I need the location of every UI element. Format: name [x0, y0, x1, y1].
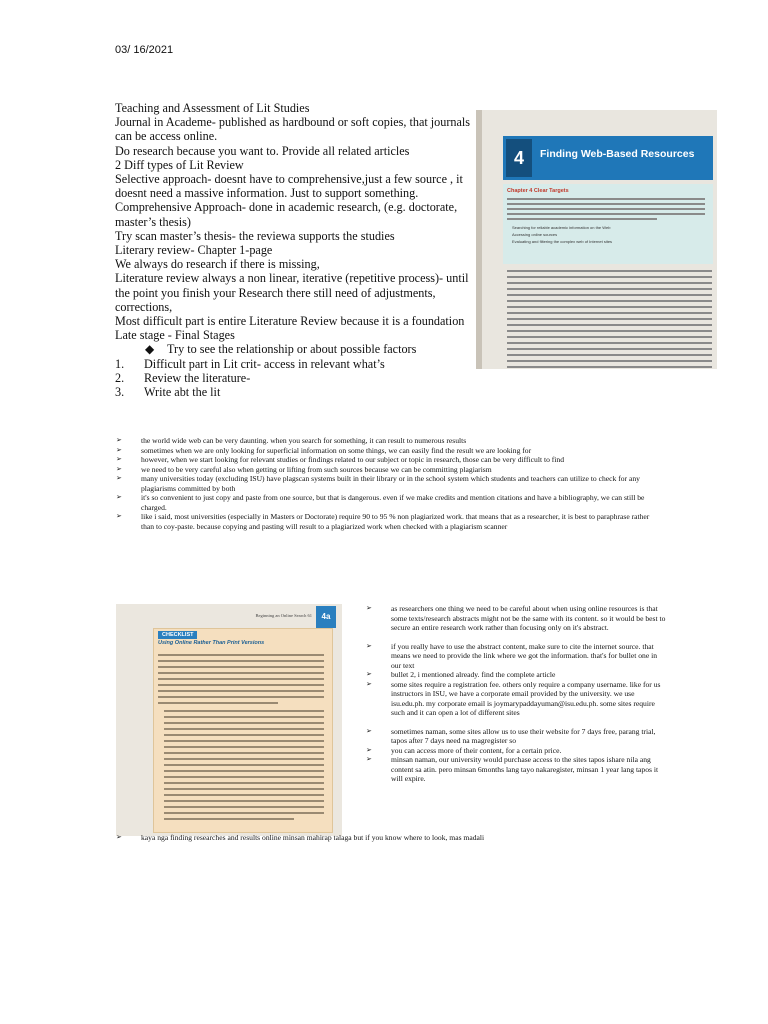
notes-line: Comprehensive Approach- done in academic research, (e.g. doctorate, master’s thesis): [115, 200, 458, 229]
list-item: ➢ minsan naman, our university would purchase access to the sites tapos ishare nila ang content sa atin. pero minsan 6months lang tayo nakaregister, minsan 1 year lang tapos it will expire.: [366, 755, 659, 783]
chapter-number: 4: [506, 139, 532, 177]
arrow-bullet-icon: ➢: [116, 436, 122, 444]
targets-box: [503, 184, 713, 264]
list-item: ➢ some sites require a registration fee. others only require a company username. like for us instructors in ISU, we have a corporate email provided by the university. we use isu.edu.ph. my corporate email is joymarypaddayuman@isu.edu.ph. some sites require such and it can open a lot of different sites: [366, 679, 661, 717]
arrow-bullet-icon: ➢: [366, 604, 372, 612]
checklist-panel: [153, 628, 333, 833]
targets-bullet: Evaluating and filtering the complex web of Internet sites: [512, 239, 613, 244]
notes-line: We always do research if there is missing,: [115, 257, 320, 272]
bullet-list-top: [116, 436, 656, 531]
book-spine: [476, 110, 482, 369]
notes-line: Try scan master’s thesis- the reviewa supports the studies: [115, 228, 395, 243]
arrow-bullet-icon: ➢: [116, 455, 122, 463]
list-item: ➢ like i said, most universities (especially in Masters or Doctorate) require 90 to 95 % non plagiarized work. that means that as a researcher, it is best to paraphrase rather than to coy-paste. because copying and pasting will result to a plagiarized work when checked with a plagiarism scanner: [116, 512, 650, 531]
diamond-list-item: ◆ Try to see the relationship or about possible factors: [145, 342, 417, 357]
lecture-notes: [115, 101, 475, 399]
list-item: ➢ it's so convenient to just copy and paste from one source, but that is dangerous. even if we make credits and mention citations and have a bibliography, we can still be charged.: [116, 493, 645, 512]
arrow-bullet-icon: ➢: [366, 641, 372, 650]
list-item: ➢ many universities today (excluding ISU) have plagscan systems built in their library or in the school system which students and teachers can utilize to check for any plagiarisms committed by both: [116, 474, 640, 493]
arrow-bullet-icon: ➢: [116, 833, 122, 841]
notes-line: Literature review always a non linear, iterative (repetitive process)- until the point you finish your Research there still need of adjustments, corrections,: [115, 271, 469, 314]
notes-line: Literary review- Chapter 1-page: [115, 243, 273, 258]
arrow-bullet-icon: ➢: [116, 493, 122, 501]
arrow-bullet-icon: ➢: [366, 755, 372, 763]
date-text: 03/ 16/2021: [115, 44, 174, 56]
list-item: ➢ sometimes when we are only looking for superficial information on some things, we can easily find the result we are looking for: [116, 445, 532, 455]
arrow-bullet-icon: ➢: [116, 445, 122, 454]
targets-bullet: Searching for reliable academic information on the Web: [512, 225, 611, 230]
targets-bullet: Accessing online sources: [512, 232, 558, 237]
arrow-bullet-icon: ➢: [116, 464, 122, 473]
arrow-bullet-icon: ➢: [366, 726, 372, 735]
bullet-list-bottom: [116, 833, 676, 843]
bullet-list-right: [366, 604, 666, 784]
numbered-list: [115, 357, 475, 400]
list-item: ➢ sometimes naman, some sites allow us to use their website for 7 days free, parang trial, tapos after 7 days need na magregister so: [366, 726, 656, 745]
list-item: ➢ as researchers one thing we need to be careful about when using online resources is that some texts/research abstracts might not be the same with its content. so it would be best to secure an entire research work rather than focusing only on it's abstract.: [366, 604, 666, 632]
list-item: ➢ if you really have to use the abstract content, make sure to cite the internet source. that means we need to provide the link where we got the information. that's for bullet one in our text: [366, 641, 658, 670]
notes-line: Do research because you want to. Provide all related articles: [115, 143, 410, 158]
list-item: ➢ the world wide web can be very daunting. when you search for something, it can result to numerous results: [116, 436, 467, 445]
list-item: ➢ kaya nga finding researches and results online minsan mahirap talaga but if you know where to look, mas madali: [116, 833, 485, 842]
textbook-page-image-chapter4: [476, 110, 717, 369]
notes-line: Journal in Academe- published as hardbound or soft copies, that journals can be access online.: [115, 115, 471, 144]
checklist-badge: CHECKLIST: [158, 631, 197, 639]
targets-heading: Chapter 4 Clear Targets: [507, 188, 569, 194]
diamond-bullet-icon: ◆: [145, 342, 155, 357]
arrow-bullet-icon: ➢: [366, 670, 372, 678]
list-item: ➢ bullet 2, i mentioned already. find the complete article: [366, 670, 556, 679]
list-item: ➢ however, when we start looking for relevant studies or findings related to our subject or topic in research, those can be very difficult to find: [116, 455, 564, 464]
notes-line: Most difficult part is entire Literature Review because it is a foundation: [115, 314, 465, 329]
notes-line: Late stage - Final Stages: [115, 328, 235, 343]
list-item: ➢ you can access more of their content, for a certain price.: [366, 745, 562, 755]
section-tab: 4a: [316, 606, 336, 628]
checklist-subtitle: Using Online Rather Than Print Versions: [158, 640, 265, 646]
notes-line: Teaching and Assessment of Lit Studies: [115, 101, 310, 115]
notes-line: 2 Diff types of Lit Review: [115, 157, 244, 172]
arrow-bullet-icon: ➢: [116, 512, 122, 520]
textbook-page-image-checklist: [116, 604, 342, 836]
notes-line: Selective approach- doesnt have to comprehensive,just a few source , it doesnt need a massive information. Just to support something.: [115, 172, 463, 201]
numbered-item: 2. Review the literature-: [115, 370, 251, 385]
running-head: Beginning an Online Search 61: [255, 613, 312, 618]
numbered-item: 1. Difficult part in Lit crit- access in relevant what’s: [115, 356, 385, 371]
arrow-bullet-icon: ➢: [366, 679, 372, 688]
arrow-bullet-icon: ➢: [116, 474, 122, 482]
arrow-bullet-icon: ➢: [366, 745, 372, 754]
chapter-title: Finding Web-Based Resources: [540, 148, 695, 160]
list-item: ➢ we need to be very careful also when getting or lifting from such sources because we can be committing plagiarism: [116, 464, 492, 474]
numbered-item: 3. Write abt the lit: [115, 385, 221, 400]
